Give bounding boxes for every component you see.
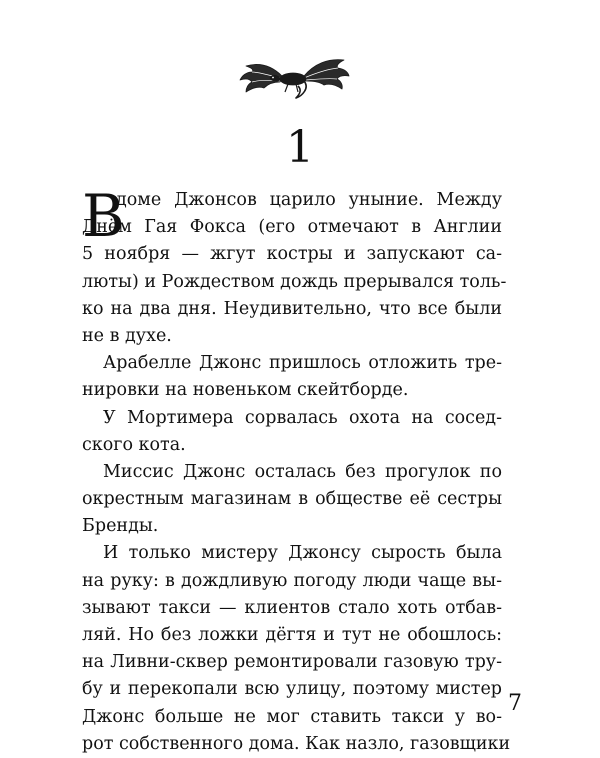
text-line: Арабелле Джонс пришлось отложить тре- — [103, 353, 502, 374]
text-line: на руку: в дождливую погоду люди чаще вы- — [82, 570, 502, 591]
text-line: доме Джонсов царило уныние. Между — [116, 190, 502, 210]
text-line: люты) и Рождеством дождь прерывался толь- — [82, 271, 507, 292]
text-line: ляй. Но без ложки дёгтя и тут не обошлось: — [82, 625, 502, 645]
bat-dragon-ornament-icon — [238, 48, 350, 104]
text-line: не в духе. — [82, 325, 172, 346]
text-line: 5 ноября — жгут костры и запускают са- — [82, 244, 502, 265]
text-line: И только мистеру Джонсу сырость была — [103, 543, 502, 564]
text-line: нировки на новеньком скейтборде. — [82, 380, 409, 401]
text-line: Бренды. — [82, 516, 159, 537]
text-line: окрестным магазинам в обществе её сестры — [82, 489, 502, 510]
text-line: ко на два дня. Неудивительно, что все были — [82, 298, 502, 319]
page-number: 7 — [508, 691, 522, 716]
text-line: ского кота. — [82, 434, 186, 455]
text-line: рот собственного дома. Как назло, газовщики — [82, 733, 511, 754]
text-line: Днём Гая Фокса (его отмечают в Англии — [82, 217, 502, 238]
text-line: бу и перекопали всю улицу, поэтому мистер — [82, 679, 502, 700]
text-line: на Ливни-сквер ремонтировали газовую тру- — [82, 652, 502, 673]
body-text — [82, 182, 511, 758]
text-line: У Мортимера сорвалась охота на сосед- — [103, 407, 502, 428]
text-line: зывают такси — клиентов стало хоть отбав- — [82, 597, 502, 618]
text-line: Джонс больше не мог ставить такси у во- — [82, 706, 502, 727]
drop-cap: В — [82, 182, 125, 250]
chapter-number: 1 — [286, 122, 314, 173]
text-line: Миссис Джонс осталась без прогулок по — [103, 461, 502, 482]
